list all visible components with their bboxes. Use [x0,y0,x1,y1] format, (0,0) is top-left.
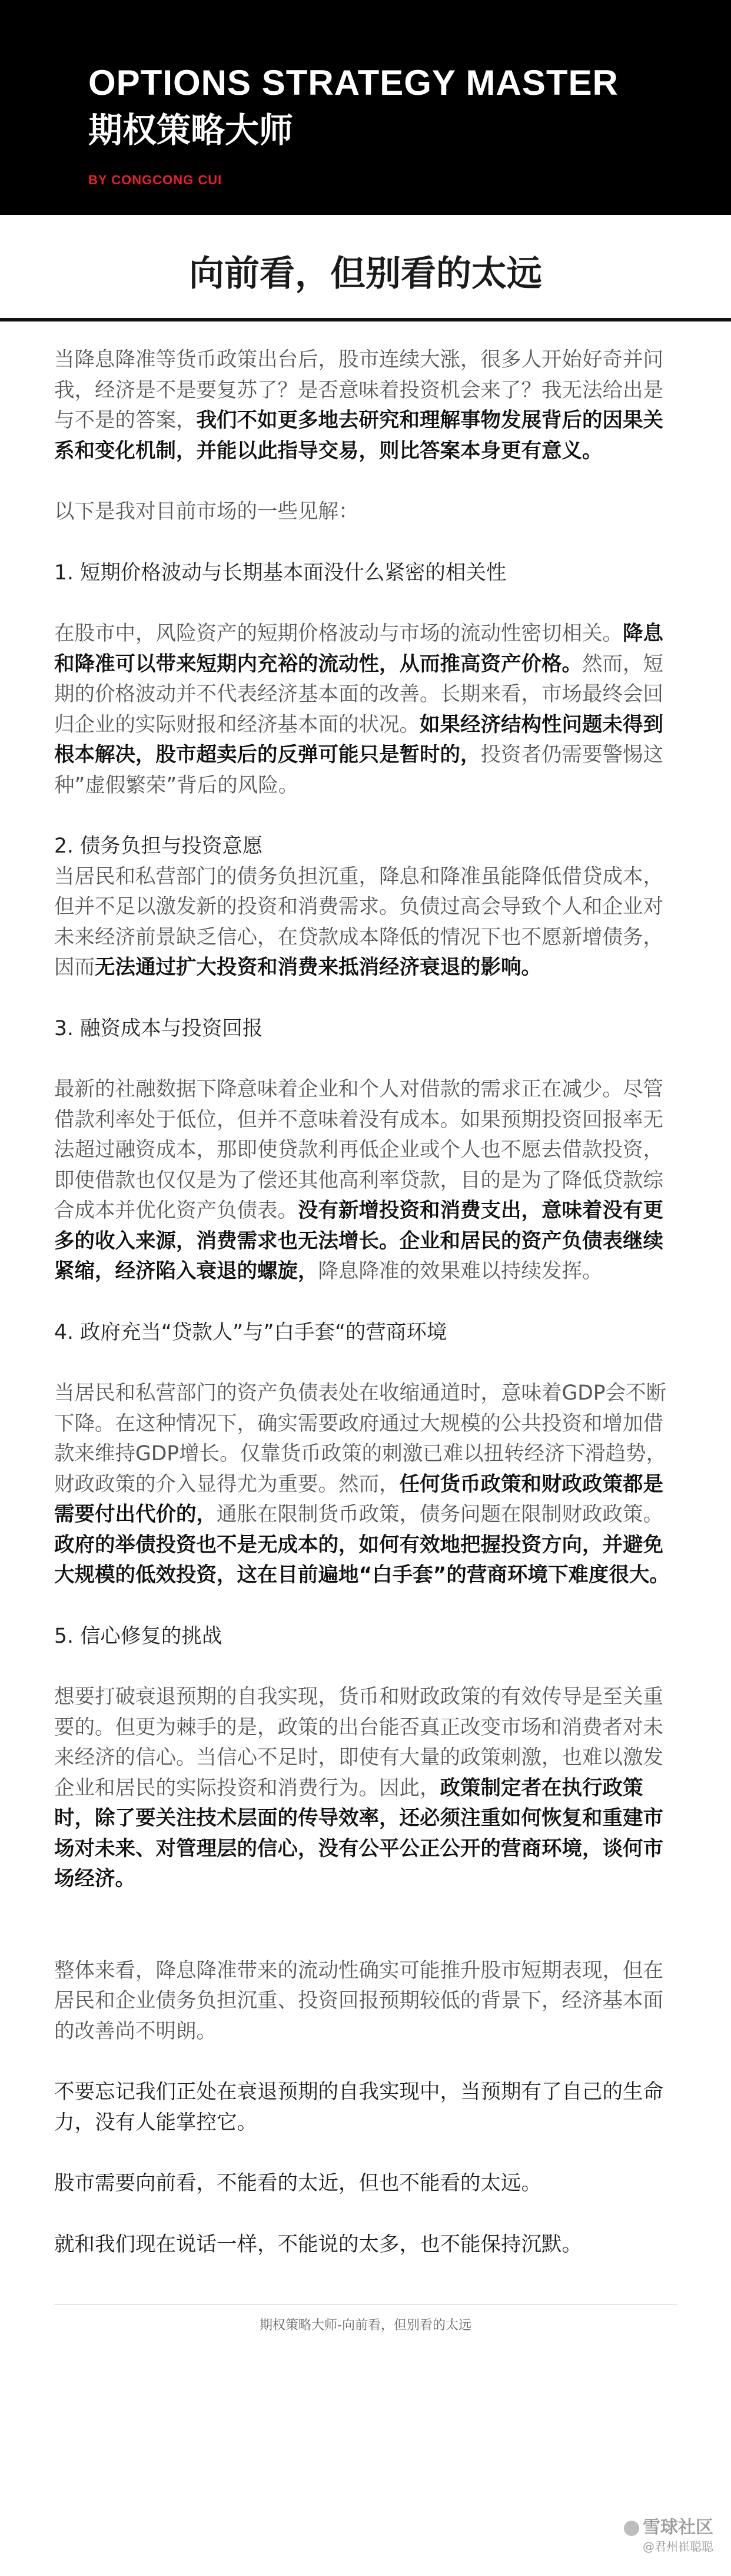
section-5-text: 想要打破衰退预期的自我实现，货币和财政政策的有效传导是至关重要的。但更为棘手的是，政策的出台能否真正改变市场和消费者对未来经济的信心。当信心不足时，即使有大量的政策刺激，也难以激发企业和居民的实际投资和消费行为。因此， [54,1685,663,1800]
watermark-main [596,2517,713,2538]
section-2-emphasis: 无法通过扩大投资和消费来抵消经济衰退的影响。 [95,956,541,979]
author-byline: BY CONGCONG CUI [88,173,222,187]
section-2-body [54,862,677,983]
conclusion-closing: 就和我们现在说话一样，不能说的太多，也不能保持沉默。 [54,2232,582,2256]
section-3-text: 最新的社融数据下降意味着企业和个人对借款的需求正在减少。尽管借款利率处于低位，但并不意味着没有成本。如果预期投资回报率无法超过融资成本，那即使贷款利再低企业或个人也不愿去借款投资，即使借款也仅仅是为了偿还其他高利率贷款，目的是为了降低贷款综合成本并优化资产负债表。 [54,1078,663,1222]
intro-emphasis: 我们不如更多地去研究和理解事物发展背后的因果关系和变化机制，并能以此指导交易，则比答案本身更有意义。 [54,409,663,463]
section-1-emphasis: 如果经济结构性问题未得到根本解决，股市超卖后的反弹可能只是暂时的， [54,712,663,767]
section-1-text: 在股市中，风险资产的短期价格波动与市场的流动性密切相关。 [54,622,623,645]
section-1-heading: 1. 短期价格波动与长期基本面没什么紧密的相关性 [54,561,507,585]
section-4-text: 当居民和私营部门的资产负债表处在收缩通道时，意味着GDP会不断下降。在这种情况下，确实需要政府通过大规模的公共投资和增加借款来维持GDP增长。仅靠货币政策的刺激已难以扭转经济下滑趋势，财政政策的介入显得尤为重要。然而， [54,1381,667,1496]
section-2-text: 当居民和私营部门的债务负担沉重，降息和降准虽能降低借贷成本，但并不足以激发新的投资和消费需求。负债过高会导致个人和企业对未来经济前景缺乏信心，在贷款成本降低的情况下也不愿新增债务，因而 [54,864,663,979]
section-1-text: 投资者仍需要警惕这种”虚假繁荣”背后的风险。 [54,743,663,797]
intro-lead: 以下是我对目前市场的一些见解： [54,500,359,523]
header-banner [0,0,731,215]
conclusion-statement: 股市需要向前看，不能看的太近，但也不能看的太远。 [54,2171,541,2195]
intro-paragraph [54,345,677,466]
snowball-logo-icon [624,2521,639,2536]
section-1-body [54,619,677,801]
intro-text: 当降息降准等货币政策出台后，股市连续大涨，很多人开始好奇并问我，经济是不是要复苏了？是否意味着投资机会来了？我无法给出是与不是的答案， [54,348,663,432]
section-4-body [54,1378,677,1591]
section-1-emphasis: 降息和降准可以带来短期内充裕的流动性，从而推高资产价格。 [54,622,663,676]
article-body [0,321,731,2260]
section-5-emphasis: 政策制定者在执行政策时，除了要关注技术层面的传导效率，还必须注重如何恢复和重建市场对未来、对管理层的信心，没有公平公正公开的营商环境，谈何市场经济。 [54,1776,663,1891]
conclusion-paragraph: 整体来看，降息降准带来的流动性确实可能推升股市短期表现，但在居民和企业债务负担沉重、投资回报预期较低的背景下，经济基本面的改善尚不明朗。 [54,1958,663,2043]
section-3-text: 降息降准的效果难以持续发挥。 [318,1259,603,1283]
section-3-body [54,1075,677,1287]
conclusion-warning: 不要忘记我们正处在衰退预期的自我实现中，当预期有了自己的生命力，没有人能掌控它。 [54,2080,663,2134]
watermark-label: 雪球社区 [643,2517,713,2538]
section-4-heading: 4. 政府充当“贷款人”与”白手套“的营商环境 [54,1320,447,1344]
section-5-body [54,1682,677,1895]
footer-caption: 期权策略大师-向前看，但别看的太远 [260,2318,471,2333]
section-1-text: 然而，短期的价格波动并不代表经济基本面的改善。长期来看，市场最终会回归企业的实际财报和经济基本面的状况。 [54,652,663,737]
brand-title-en: OPTIONS STRATEGY MASTER [88,63,619,102]
section-3-heading: 3. 融资成本与投资回报 [54,1016,263,1040]
watermark [596,2517,713,2555]
section-4-emphasis: 任何货币政策和财政政策都是需要付出代价的， [54,1472,663,1526]
article-title: 向前看，但别看的太远 [189,253,542,294]
section-5-heading: 5. 信心修复的挑战 [54,1624,222,1648]
section-4-text: 通胀在限制货币政策，债务问题在限制财政政策。 [217,1503,663,1526]
watermark-handle: @君州崔聪聪 [643,2539,713,2554]
section-4-emphasis: 政府的举债投资也不是无成本的，如何有效地把握投资方向，并避免大规模的低效投资，这在目前遍地“白手套”的营商环境下难度很大。 [54,1533,670,1587]
footer-divider [54,2304,677,2305]
section-3-emphasis: 没有新增投资和消费支出，意味着没有更多的收入来源，消费需求也无法增长。企业和居民的资产负债表继续紧缩，经济陷入衰退的螺旋， [54,1199,663,1283]
brand-title-cn: 期权策略大师 [88,110,294,150]
section-2-heading: 2. 债务负担与投资意愿 [54,834,263,858]
